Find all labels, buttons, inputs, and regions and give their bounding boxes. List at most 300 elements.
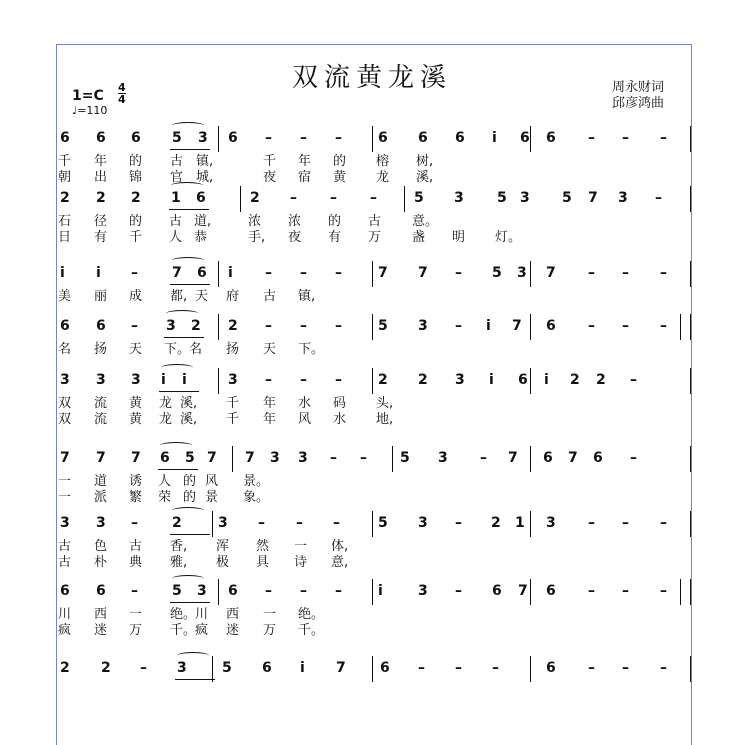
note: – [630,450,637,466]
note: 3 [298,450,308,466]
note: 3 [218,515,228,531]
bar-line [218,261,219,287]
lyric: 日 [58,230,72,245]
lyric: 灯。 [495,230,522,245]
bar-line [240,186,241,212]
lyric: 扬 [226,342,240,357]
note: – [480,450,487,466]
note: 3 [618,190,628,206]
note: 6 [518,372,528,388]
note: 3 [60,515,70,531]
note: – [588,265,595,281]
note: i [489,372,494,388]
note: – [335,318,342,334]
note: 6 [262,660,272,676]
note: – [296,515,303,531]
note: 6 [228,130,238,146]
lyric: 下。 [298,342,325,357]
bar-line [372,579,373,605]
note: 5 [378,515,388,531]
lyric: 绝。 [170,607,197,622]
slur [171,182,203,189]
beam-line [170,284,210,285]
lyric: 古 [58,555,72,570]
lyric: 千 [129,230,143,245]
lyric: 具 [256,555,270,570]
lyric: 丽 [94,289,108,304]
note: – [660,318,667,334]
note: 6 [520,130,530,146]
lyric: 荣 [158,490,172,505]
lyric: 千 [226,396,240,411]
note: – [455,318,462,334]
lyric: 浓 [248,214,262,229]
note: 2 [491,515,501,531]
note: 7 [245,450,255,466]
bar-line [530,656,531,682]
lyric: 万 [263,623,277,638]
note: – [455,583,462,599]
lyric: 府 [226,289,240,304]
lyric: 人 [158,474,172,489]
note: – [660,583,667,599]
bar-line [690,314,691,340]
beam-line [159,391,199,392]
slur [172,575,204,582]
note: – [660,660,667,676]
note: i [182,372,187,388]
lyric: 扬 [94,342,108,357]
lyric: 迷 [94,623,108,638]
note: 7 [207,450,217,466]
bar-line [680,314,681,340]
note: – [588,318,595,334]
note: 5 [185,450,195,466]
note: 2 [378,372,388,388]
note: – [335,583,342,599]
lyric: 千 [263,154,277,169]
note: 6 [197,265,207,281]
note: – [455,515,462,531]
bar-line [232,446,233,472]
lyric: 象。 [243,490,270,505]
note: 7 [588,190,598,206]
note: 6 [455,130,465,146]
note: – [300,130,307,146]
time-signature: 4 4 [118,81,126,106]
note: – [330,450,337,466]
lyric: 体, [331,539,349,554]
lyric: 绝。 [298,607,325,622]
lyricist: 周永财词 [612,80,665,95]
lyric: 有 [328,230,342,245]
lyric: 典 [129,555,143,570]
note: 3 [197,583,207,599]
note: 6 [593,450,603,466]
note: 2 [101,660,111,676]
lyric: 古 [129,539,143,554]
note: 7 [512,318,522,334]
lyric: 龙 [159,396,173,411]
bar-line [372,368,373,394]
note: 7 [568,450,578,466]
note: 2 [60,660,70,676]
note: – [622,583,629,599]
note: – [370,190,377,206]
lyric: 人 [169,230,183,245]
lyric: 的 [129,214,143,229]
note: i [161,372,166,388]
lyric: 风 [205,474,219,489]
lyric: 繁 [129,490,143,505]
lyric: 一 [58,474,72,489]
note: 5 [172,583,182,599]
lyric: 疯 [58,623,72,638]
note: – [655,190,662,206]
note: – [335,265,342,281]
bar-line [530,511,531,537]
bar-line [372,511,373,537]
note: – [265,318,272,334]
lyric: 黄 [129,412,143,427]
bar-line [680,579,681,605]
lyric: 诗 [294,555,308,570]
lyric: 成 [129,289,143,304]
lyric: 朴 [94,555,108,570]
lyric: 西 [94,607,108,622]
bar-line [530,126,531,152]
lyric: 天 [129,342,143,357]
note: – [258,515,265,531]
note: 5 [172,130,182,146]
lyric: 一 [129,607,143,622]
note: i [228,265,233,281]
bar-line [212,511,213,537]
lyric: 古 [263,289,277,304]
lyric: 盏 [412,230,426,245]
note: 6 [228,583,238,599]
note: 3 [438,450,448,466]
note: 5 [562,190,572,206]
lyric: 官 [170,170,184,185]
lyric: 的 [328,214,342,229]
bar-line [690,186,691,212]
lyric: 年 [263,412,277,427]
note: 5 [492,265,502,281]
note: 7 [131,450,141,466]
lyric: 古 [58,539,72,554]
lyric: 一 [58,490,72,505]
bar-line [530,261,531,287]
lyric: 朝 [58,170,72,185]
lyric: 浓 [288,214,302,229]
lyric: 名 [58,342,72,357]
note: 2 [570,372,580,388]
note: – [265,130,272,146]
lyric: 码 [333,396,347,411]
lyric: 有 [94,230,108,245]
note: 6 [543,450,553,466]
note: 3 [96,372,106,388]
lyric: 都, [170,289,188,304]
note: 6 [96,130,106,146]
lyric: 川 [58,607,72,622]
note: 3 [96,515,106,531]
lyric: 的 [333,154,347,169]
bar-line [530,314,531,340]
note: i [96,265,101,281]
bar-line [690,579,691,605]
slur [166,310,198,317]
lyric: 锦 [129,170,143,185]
bar-line [690,261,691,287]
note: i [544,372,549,388]
lyric: 榕 [376,154,390,169]
bar-line [530,579,531,605]
note: 2 [418,372,428,388]
note: 6 [160,450,170,466]
note: 6 [546,318,556,334]
note: – [140,660,147,676]
slur [172,507,204,514]
note: 2 [96,190,106,206]
lyric: 恭 [194,230,208,245]
lyric: 的 [183,490,197,505]
note: – [492,660,499,676]
lyric: 流 [94,412,108,427]
note: 2 [250,190,260,206]
slur [172,122,204,129]
lyric: 千 [58,154,72,169]
lyric: 天 [195,289,209,304]
note: 6 [60,130,70,146]
beam-line [170,602,210,603]
note: – [588,515,595,531]
score-frame [56,44,692,745]
note: 3 [228,372,238,388]
note: – [455,660,462,676]
note: – [455,265,462,281]
note: 6 [378,130,388,146]
note: – [622,130,629,146]
tempo-marking: ♩=110 [72,104,108,117]
lyric: 下。 [164,342,191,357]
note: 3 [546,515,556,531]
lyric: 万 [368,230,382,245]
note: 3 [418,318,428,334]
lyric: 迷 [226,623,240,638]
lyric: 的 [183,474,197,489]
note: 3 [177,660,187,676]
note: 6 [546,660,556,676]
song-title: 双流黄龙溪 [291,63,452,93]
lyric: 地, [376,412,394,427]
note: – [588,130,595,146]
note: 6 [96,583,106,599]
lyric: 川 [195,607,209,622]
bar-line [530,368,531,394]
lyric: 手, [248,230,266,245]
lyric: 一 [263,607,277,622]
note: 2 [172,515,182,531]
note: – [335,372,342,388]
note: – [330,190,337,206]
note: – [360,450,367,466]
beam-line [164,337,204,338]
lyric: 年 [263,396,277,411]
note: – [660,265,667,281]
note: 3 [418,583,428,599]
lyric: 西 [226,607,240,622]
lyric: 香, [170,539,188,554]
bar-line [218,126,219,152]
note: 2 [596,372,606,388]
note: 5 [222,660,232,676]
note: 2 [60,190,70,206]
bar-line [690,656,691,682]
bar-line [372,126,373,152]
note: 7 [336,660,346,676]
lyric: 风 [298,412,312,427]
lyric: 道, [194,214,212,229]
beam-line [169,209,209,210]
lyric: 石 [58,214,72,229]
lyric: 千。 [298,623,325,638]
lyric: 极 [216,555,230,570]
note: 6 [131,130,141,146]
note: 6 [60,318,70,334]
note: 7 [172,265,182,281]
key-signature: 1=C [72,88,104,104]
note: 6 [380,660,390,676]
credits [612,80,664,112]
bar-line [218,579,219,605]
note: 3 [60,372,70,388]
bar-line [218,314,219,340]
note: 3 [454,190,464,206]
note: 7 [418,265,428,281]
lyric: 双 [58,396,72,411]
lyric: 年 [298,154,312,169]
note: – [300,318,307,334]
lyric: 年 [94,154,108,169]
lyric: 头, [376,396,394,411]
note: 1 [171,190,181,206]
note: – [622,515,629,531]
note: – [131,515,138,531]
bar-line [372,261,373,287]
slur [172,257,204,264]
note: i [486,318,491,334]
lyric: 然 [256,539,270,554]
bar-line [404,186,405,212]
lyric: 树, [416,154,434,169]
note: – [335,130,342,146]
lyric: 夜 [288,230,302,245]
lyric: 溪, [180,396,198,411]
bar-line [690,446,691,472]
lyric: 夜 [263,170,277,185]
lyric: 流 [94,396,108,411]
bar-line [690,511,691,537]
bar-line [372,314,373,340]
note: 3 [517,265,527,281]
note: – [588,660,595,676]
note: – [622,318,629,334]
note: – [622,265,629,281]
note: – [265,583,272,599]
lyric: 千。 [170,623,197,638]
lyric: 古 [169,214,183,229]
lyric: 意。 [412,214,439,229]
note: – [300,265,307,281]
lyric: 径 [94,214,108,229]
lyric: 古 [368,214,382,229]
note: – [131,318,138,334]
note: – [660,515,667,531]
composer: 邱彦鸿曲 [612,96,665,111]
note: 3 [166,318,176,334]
note: 7 [508,450,518,466]
note: – [622,660,629,676]
lyric: 派 [94,490,108,505]
lyric: 水 [298,396,312,411]
lyric: 黄 [129,396,143,411]
note: – [290,190,297,206]
bar-line [392,446,393,472]
note: 2 [131,190,141,206]
lyric: 一 [294,539,308,554]
note: 3 [455,372,465,388]
lyric: 道 [94,474,108,489]
note: 6 [60,583,70,599]
note: 7 [378,265,388,281]
lyric: 出 [94,170,108,185]
beam-line [175,679,215,680]
note: – [588,583,595,599]
note: 5 [497,190,507,206]
slur [161,364,193,371]
note: 7 [96,450,106,466]
note: 7 [60,450,70,466]
lyric: 城, [196,170,214,185]
note: – [131,583,138,599]
lyric: 天 [263,342,277,357]
lyric: 龙 [376,170,390,185]
note: 7 [546,265,556,281]
lyric: 疯 [195,623,209,638]
note: 5 [414,190,424,206]
note: 2 [228,318,238,334]
lyric: 溪, [416,170,434,185]
note: – [333,515,340,531]
note: i [300,660,305,676]
lyric: 镇, [196,154,214,169]
lyric: 景。 [243,474,270,489]
bar-line [690,368,691,394]
note: 6 [418,130,428,146]
note: 2 [191,318,201,334]
lyric: 诱 [129,474,143,489]
beam-line [170,534,210,535]
note: 3 [418,515,428,531]
lyric: 千 [226,412,240,427]
lyric: 意, [331,555,349,570]
lyric: 双 [58,412,72,427]
note: – [265,372,272,388]
lyric: 溪, [180,412,198,427]
note: i [60,265,65,281]
